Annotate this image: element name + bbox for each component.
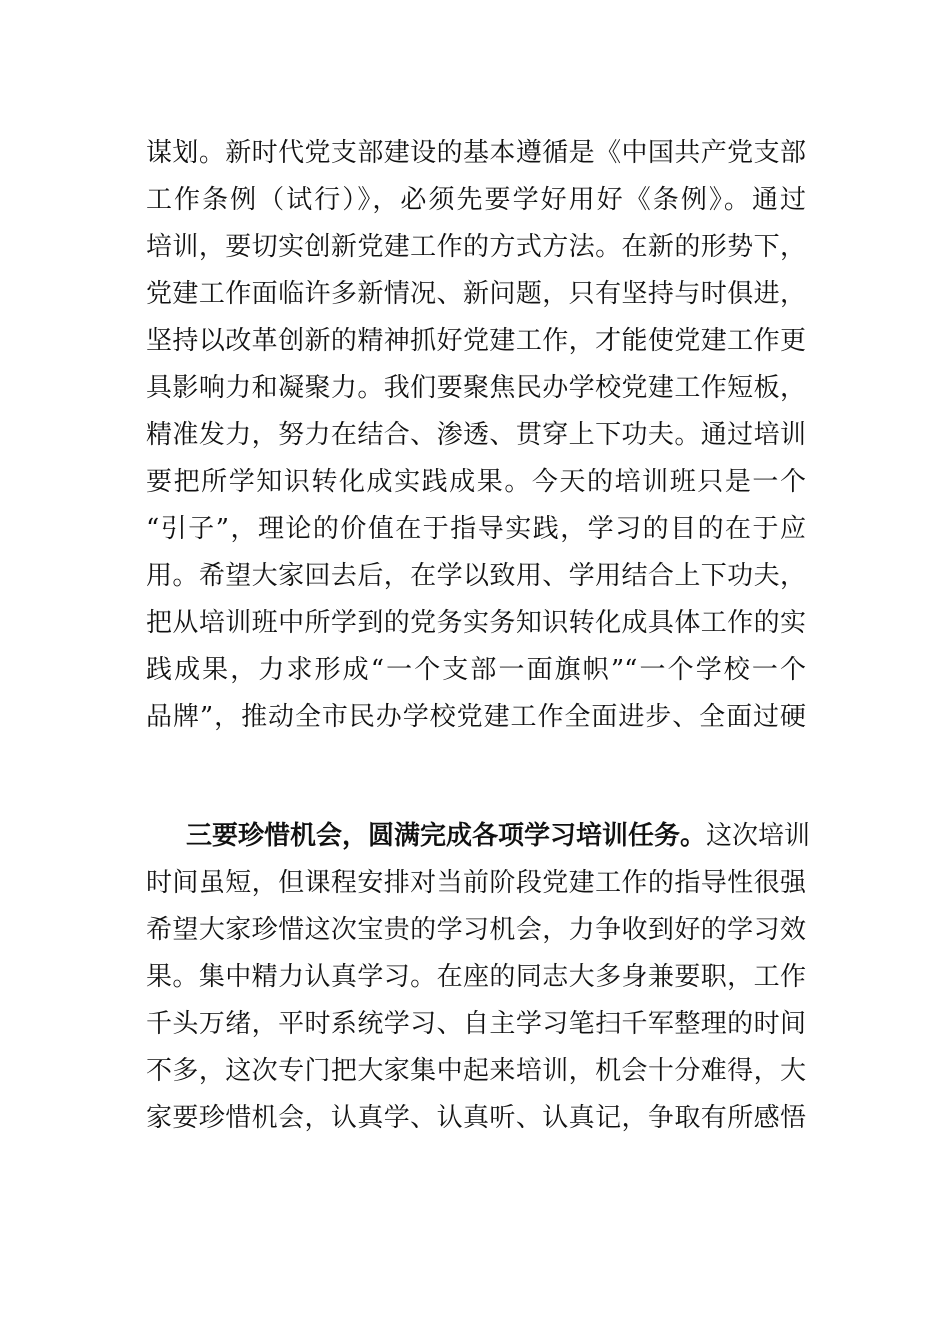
paragraph-2-line-5: 千头万绪，平时系统学习、自主学习笔扫千军整理的时间 [146, 1009, 806, 1039]
paragraph-2-first-line [186, 816, 811, 856]
paragraph-2-first-line-text: 这次培训 [706, 821, 811, 851]
paragraph-1-line-3: 培训，要切实创新党建工作的方式方法。在新的形势下， [146, 232, 806, 262]
paragraph-1-line-1: 谋划。新时代党支部建设的基本遵循是《中国共产党支部 [146, 138, 806, 168]
paragraph-2-line-7: 家要珍惜机会，认真学、认真听、认真记，争取有所感悟 [146, 1103, 806, 1133]
paragraph-1-line-8: 要把所学知识转化成实践成果。今天的培训班只是一个 [146, 467, 806, 497]
section-heading: 三要珍惜机会，圆满完成各项学习培训任务。 [186, 821, 707, 851]
paragraph-1-line-11: 把从培训班中所学到的党务实务知识转化成具体工作的实 [146, 608, 806, 638]
paragraph-1-line-10: 用。希望大家回去后，在学以致用、学用结合上下功夫， [146, 561, 806, 591]
paragraph-1-line-4: 党建工作面临许多新情况、新问题，只有坚持与时俱进， [146, 279, 806, 309]
paragraph-1-line-12: 践成果，力求形成“一个支部一面旗帜”“一个学校一个 [146, 655, 806, 685]
paragraph-2-line-3: 希望大家珍惜这次宝贵的学习机会，力争收到好的学习效 [146, 915, 806, 945]
paragraph-1-line-9: “引子”，理论的价值在于指导实践，学习的目的在于应 [146, 514, 806, 544]
paragraph-1-line-2: 工作条例（试行）》，必须先要学好用好《条例》。通过 [146, 185, 806, 215]
paragraph-1-line-5: 坚持以改革创新的精神抓好党建工作，才能使党建工作更 [146, 326, 806, 356]
paragraph-2-line-2: 时间虽短，但课程安排对当前阶段党建工作的指导性很强 [146, 868, 806, 898]
paragraph-2-line-6: 不多，这次专门把大家集中起来培训，机会十分难得，大 [146, 1056, 806, 1086]
paragraph-2-line-4: 果。集中精力认真学习。在座的同志大多身兼要职，工作 [146, 962, 806, 992]
paragraph-1-line-13: 品牌”，推动全市民办学校党建工作全面进步、全面过硬 [146, 702, 806, 732]
paragraph-1-line-6: 具影响力和凝聚力。我们要聚焦民办学校党建工作短板， [146, 373, 806, 403]
paragraph-1-line-7: 精准发力，努力在结合、渗透、贯穿上下功夫。通过培训 [146, 420, 806, 450]
